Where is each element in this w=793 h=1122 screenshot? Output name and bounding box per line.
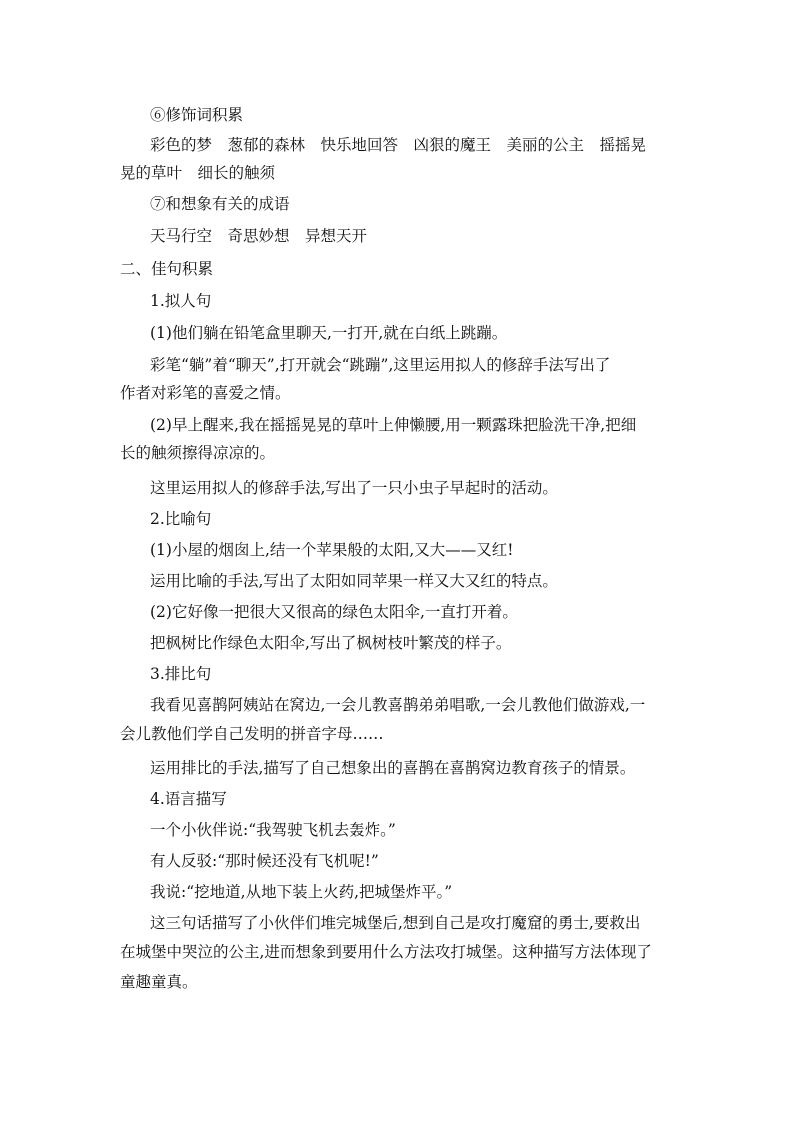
paragraph-line: 晃的草叶 细长的触须	[120, 164, 276, 182]
dialogue-line: 一个小伙伴说:“我驾驶飞机去轰炸。”	[150, 821, 396, 839]
paragraph-line: 长的触须擦得凉凉的。	[120, 444, 276, 462]
example-sentence: (2)早上醒来,我在摇摇晃晃的草叶上伸懒腰,用一颗露珠把脸洗干净,把细	[150, 416, 637, 434]
subheading-parallelism: 3.排比句	[150, 665, 212, 683]
paragraph-line: 作者对彩笔的喜爱之情。	[120, 384, 291, 402]
paragraph-line: 天马行空 奇思妙想 异想天开	[150, 227, 368, 245]
paragraph-line: 把枫树比作绿色太阳伞,写出了枫树枝叶繁茂的样子。	[150, 634, 512, 652]
paragraph-line: 这三句话描写了小伙伴们堆完城堡后,想到自己是攻打魔窟的勇士,要救出	[150, 914, 641, 932]
paragraph-line: 运用比喻的手法,写出了太阳如同苹果一样又大又红的特点。	[150, 572, 558, 590]
example-sentence: 我看见喜鹊阿姨站在窝边,一会儿教喜鹊弟弟唱歌,一会儿教他们做游戏,一	[150, 696, 646, 714]
paragraph-line: 运用排比的手法,描写了自己想象出的喜鹊在喜鹊窝边教育孩子的情景。	[150, 759, 636, 777]
paragraph-line: 彩笔“躺”着“聊天”,打开就会“跳蹦”,这里运用拟人的修辞手法写出了	[150, 356, 611, 374]
paragraph-line: 彩色的梦 葱郁的森林 快乐地回答 凶狠的魔王 美丽的公主 摇摇晃	[150, 136, 647, 154]
subheading-dialogue: 4.语言描写	[150, 790, 227, 808]
section-heading: 二、佳句积累	[120, 260, 214, 278]
heading-modifier-words: ⑥修饰词积累	[150, 106, 244, 124]
paragraph-line: 会儿教他们学自己发明的拼音字母……	[120, 725, 384, 743]
example-sentence: (2)它好像一把很大又很高的绿色太阳伞,一直打开着。	[150, 603, 518, 621]
paragraph-line: 童趣童真。	[120, 973, 198, 991]
example-sentence: (1)小屋的烟囱上,结一个苹果般的太阳,又大——又红!	[150, 541, 514, 559]
paragraph-line: 这里运用拟人的修辞手法,写出了一只小虫子早起时的活动。	[150, 479, 558, 497]
dialogue-line: 有人反驳:“那时候还没有飞机呢!”	[150, 852, 379, 870]
subheading-metaphor: 2.比喻句	[150, 510, 212, 528]
subheading-personification: 1.拟人句	[150, 292, 212, 310]
dialogue-line: 我说:“挖地道,从地下装上火药,把城堡炸平。”	[150, 883, 453, 901]
paragraph-line: 在城堡中哭泣的公主,进而想象到要用什么方法攻打城堡。这种描写方法体现了	[120, 943, 652, 961]
example-sentence: (1)他们躺在铅笔盒里聊天,一打开,就在白纸上跳蹦。	[150, 324, 508, 342]
heading-idioms: ⑦和想象有关的成语	[150, 195, 290, 213]
